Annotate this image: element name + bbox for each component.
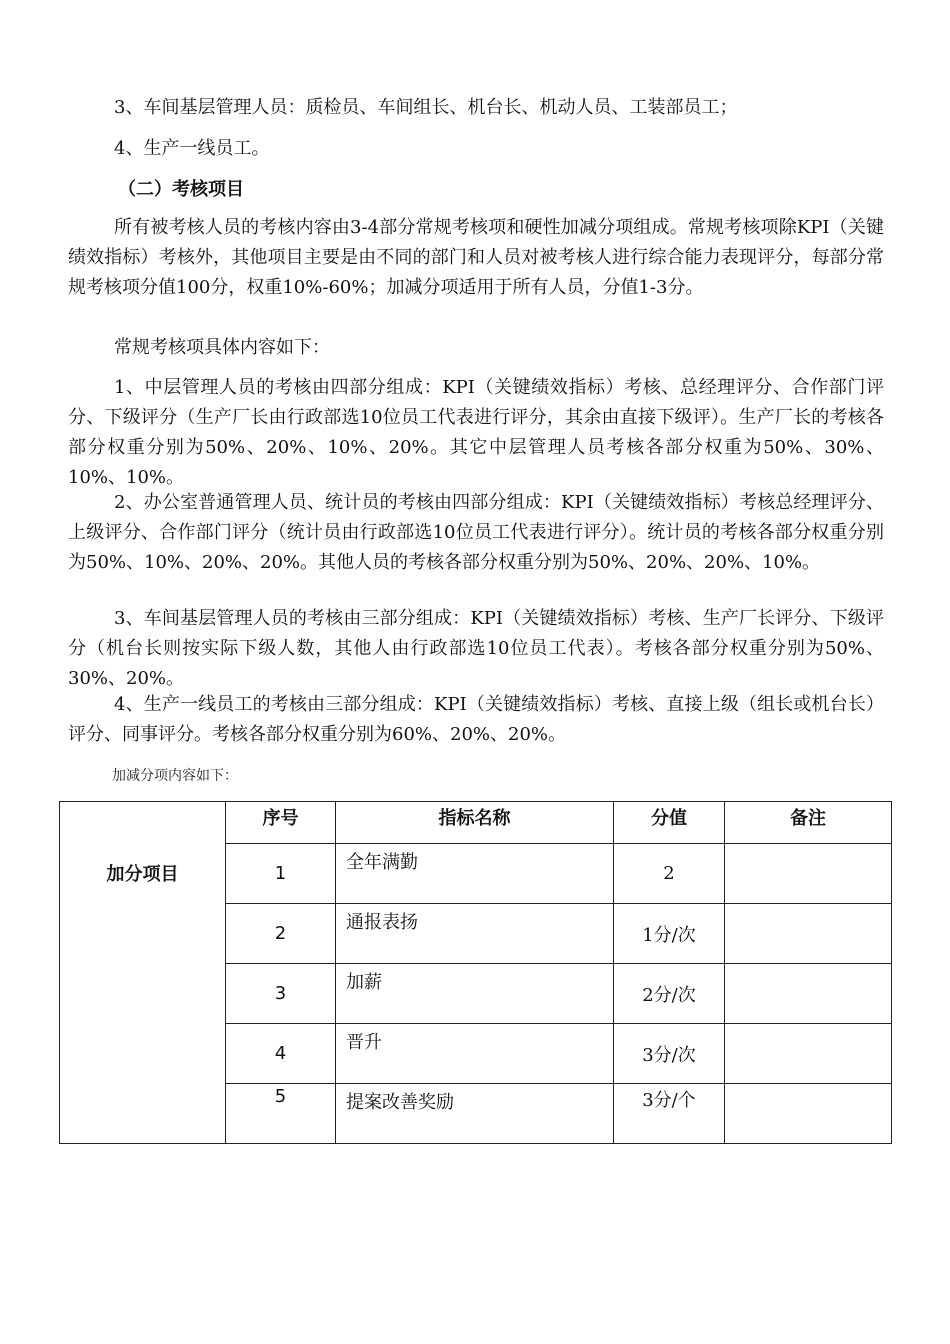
row-name: 晋升 <box>336 1024 614 1084</box>
row-remark <box>725 1084 892 1144</box>
header-name: 指标名称 <box>336 802 614 844</box>
row-value: 2 <box>614 844 725 904</box>
section-heading: （二）考核项目 <box>118 179 244 200</box>
row-no: 2 <box>226 904 336 964</box>
row-name: 全年满勤 <box>336 844 614 904</box>
paragraph-line-3: 3、车间基层管理人员：质检员、车间组长、机台长、机动人员、工装部员工； <box>114 97 738 118</box>
paragraph-intro: 所有被考核人员的考核内容由3-4部分常规考核项和硬性加减分项组成。常规考核项除KPI（关键绩效指标）考核外，其他项目主要是由不同的部门和人员对被考核人进行综合能力表现评分，每部分常规考核项分值100分，权重10%-60%；加减分项适用于所有人员，分值1-3分。 <box>68 217 884 298</box>
paragraph-office-staff: 2、办公室普通管理人员、统计员的考核由四部分组成：KPI（关键绩效指标）考核总经理评分、上级评分、合作部门评分（统计员由行政部选10位员工代表进行评分）。统计员的考核各部分权重分别为50%、10%、20%、20%。其他人员的考核各部分权重分别为50%、20%、20%、10%。 <box>68 492 884 573</box>
header-no: 序号 <box>226 802 336 844</box>
row-no: 1 <box>226 844 336 904</box>
row-value: 1分/次 <box>614 904 725 964</box>
row-remark <box>725 844 892 904</box>
row-no: 4 <box>226 1024 336 1084</box>
bonus-items-table <box>59 801 892 1144</box>
row-no: 5 <box>226 1084 336 1144</box>
row-value: 3分/次 <box>614 1024 725 1084</box>
paragraph-line-workers: 4、生产一线员工的考核由三部分组成：KPI（关键绩效指标）考核、直接上级（组长或机台长）评分、同事评分。考核各部分权重分别为60%、20%、20%。 <box>68 694 884 745</box>
paragraph-line-4: 4、生产一线员工。 <box>114 138 270 159</box>
row-name: 提案改善奖励 <box>336 1084 614 1144</box>
bonus-group-label: 加分项目 <box>60 802 226 1144</box>
row-remark <box>725 964 892 1024</box>
header-remark: 备注 <box>725 802 892 844</box>
row-name: 加薪 <box>336 964 614 1024</box>
table-header-row <box>60 802 892 844</box>
header-value: 分值 <box>614 802 725 844</box>
row-no: 3 <box>226 964 336 1024</box>
row-remark <box>725 904 892 964</box>
row-value: 3分/个 <box>614 1084 725 1144</box>
row-name: 通报表扬 <box>336 904 614 964</box>
paragraph-regular-items: 常规考核项具体内容如下： <box>114 337 330 358</box>
paragraph-workshop-managers: 3、车间基层管理人员的考核由三部分组成：KPI（关键绩效指标）考核、生产厂长评分、下级评分（机台长则按实际下级人数，其他人由行政部选10位员工代表）。考核各部分权重分别为50%、30%、20%。 <box>68 608 884 689</box>
row-remark <box>725 1024 892 1084</box>
table-caption: 加减分项内容如下： <box>112 768 238 784</box>
paragraph-middle-managers: 1、中层管理人员的考核由四部分组成：KPI（关键绩效指标）考核、总经理评分、合作部门评分、下级评分（生产厂长由行政部选10位员工代表进行评分，其余由直接下级评）。生产厂长的考核各部分权重分别为50%、20%、10%、20%。其它中层管理人员考核各部分权重为50%、30%、10%、10%。 <box>68 377 884 488</box>
row-value: 2分/次 <box>614 964 725 1024</box>
